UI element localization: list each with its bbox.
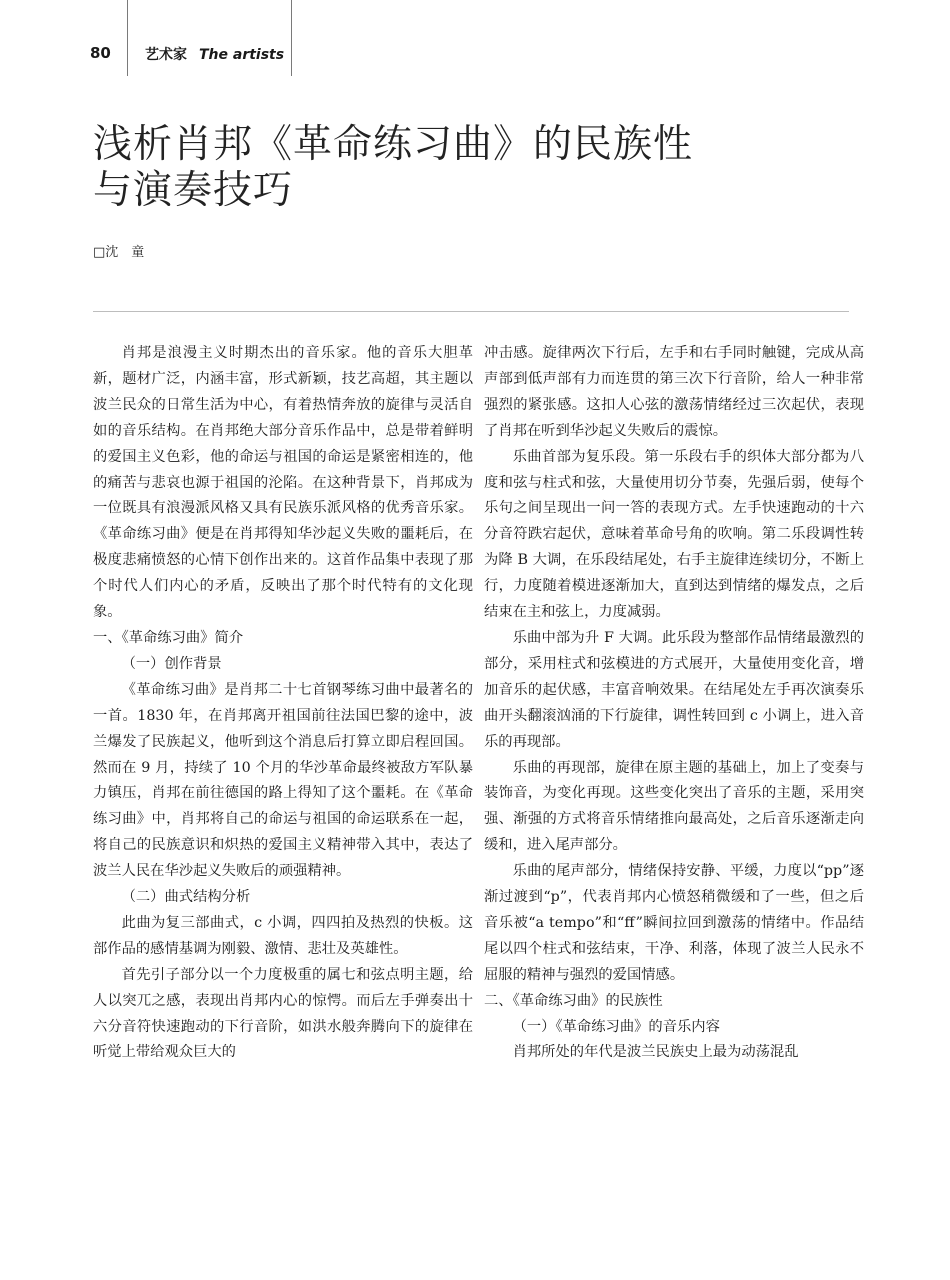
journal-name: [145, 44, 284, 64]
article-title-line-1: 浅析肖邦《革命练习曲》的民族性: [93, 122, 694, 167]
title-divider: [93, 311, 849, 312]
paragraph: 乐曲中部为升 F 大调。此乐段为整部作品情绪最激烈的部分，采用柱式和弦模进的方式展开，大量使用变化音，增加音乐的起伏感，丰富音响效果。在结尾处左手再次演奏乐曲开头翻滚汹涌的下行旋律，调性转回到 c 小调上，进入音乐的再现部。: [484, 629, 864, 750]
paragraph: 《革命练习曲》是肖邦二十七首钢琴练习曲中最著名的一首。1830 年，在肖邦离开祖国前往法国巴黎的途中，波兰爆发了民族起义，他听到这个消息后打算立即启程回国。然而在 9 月，持续了 10 个月的华沙革命最终被敌方军队暴力镇压，肖邦在前往德国的路上得知了这个噩耗。在《革命练习曲》中，肖邦将自己的命运与祖国的命运联系在一起，将自己的民族意识和炽热的爱国主义精神带入其中，表达了波兰人民在华沙起义失败后的顽强精神。: [93, 681, 473, 880]
article-title: [93, 122, 693, 214]
page-number: 80: [90, 44, 111, 62]
paragraph: 肖邦是浪漫主义时期杰出的音乐家。他的音乐大胆革新，题材广泛，内涵丰富，形式新颖，技艺高超，其主题以波兰民众的日常生活为中心，有着热情奔放的旋律与灵活自如的音乐结构。在肖邦绝大部分音乐作品中，总是带着鲜明的爱国主义色彩，他的命运与祖国的命运是紧密相连的，他的痛苦与悲哀也源于祖国的沦陷。在这种背景下，肖邦成为一位既具有浪漫派风格又具有民族乐派风格的优秀音乐家。《革命练习曲》便是在肖邦得知华沙起义失败的噩耗后，在极度悲痛愤怒的心情下创作出来的。这首作品集中表现了那个时代人们内心的矛盾，反映出了那个时代特有的文化现象。: [93, 345, 473, 621]
paragraph: 乐曲的再现部，旋律在原主题的基础上，加上了变奏与装饰音，为变化再现。这些变化突出了音乐的主题，采用突强、渐强的方式将音乐情绪推向最高处，之后音乐逐渐走向缓和，进入尾声部分。: [484, 759, 864, 854]
paragraph-continued: 冲击感。旋律两次下行后，左手和右手同时触键，完成从高声部到低声部有力而连贯的第三次下行音阶，给人一种非常强烈的紧张感。这扣人心弦的激荡情绪经过三次起伏，表现了肖邦在听到华沙起义失败后的震惊。: [484, 345, 864, 439]
paragraph: 首先引子部分以一个力度极重的属七和弦点明主题，给人以突兀之感，表现出肖邦内心的惊愕。而后左手弹奏出十六分音符快速跑动的下行音阶，如洪水般奔腾向下的旋律在听觉上带给观众巨大的: [93, 966, 473, 1061]
paragraph: 此曲为复三部曲式，c 小调，四四拍及热烈的快板。这部作品的感情基调为刚毅、激情、悲壮及英雄性。: [93, 914, 473, 957]
journal-name-en: The artists: [199, 47, 285, 63]
journal-name-cn: 艺术家: [145, 47, 187, 63]
header-divider-right: [291, 0, 292, 76]
paragraph: 乐曲的尾声部分，情绪保持安静、平缓，力度以“pp”逐渐过渡到“p”，代表肖邦内心愤怒稍微缓和了一些，但之后音乐被“a tempo”和“ff”瞬间拉回到激荡的情绪中。作品结尾以四个柱式和弦结束，干净、利落，体现了波兰人民永不屈服的精神与强烈的爱国情感。: [484, 863, 864, 983]
article-title-line-2: 与演奏技巧: [93, 168, 294, 213]
section-heading: 一、《革命练习曲》简介: [93, 629, 244, 646]
paragraph: 肖邦所处的年代是波兰民族史上最为动荡混乱: [512, 1044, 799, 1061]
left-column: [93, 341, 473, 1066]
right-column: [484, 341, 864, 1066]
header-divider-left: [127, 0, 128, 76]
author-byline: □沈 童: [93, 245, 145, 260]
paragraph: 乐曲首部为复乐段。第一乐段右手的织体大部分都为八度和弦与柱式和弦，大量使用切分节奏，先强后弱，使每个乐句之间呈现出一问一答的表现方式。左手快速跑动的十六分音符跌宕起伏，意味着革命号角的吹响。第二乐段调性转为降 B 大调，在乐段结尾处，右手主旋律连续切分，不断上行，力度随着模进逐渐加大，直到达到情绪的爆发点，之后结束在主和弦上，力度减弱。: [484, 448, 864, 621]
section-heading: 二、《革命练习曲》的民族性: [484, 992, 663, 1009]
subsection-heading: （一）《革命练习曲》的音乐内容: [512, 1018, 720, 1035]
subsection-heading: （二）曲式结构分析: [121, 889, 251, 906]
subsection-heading: （一）创作背景: [121, 655, 222, 672]
